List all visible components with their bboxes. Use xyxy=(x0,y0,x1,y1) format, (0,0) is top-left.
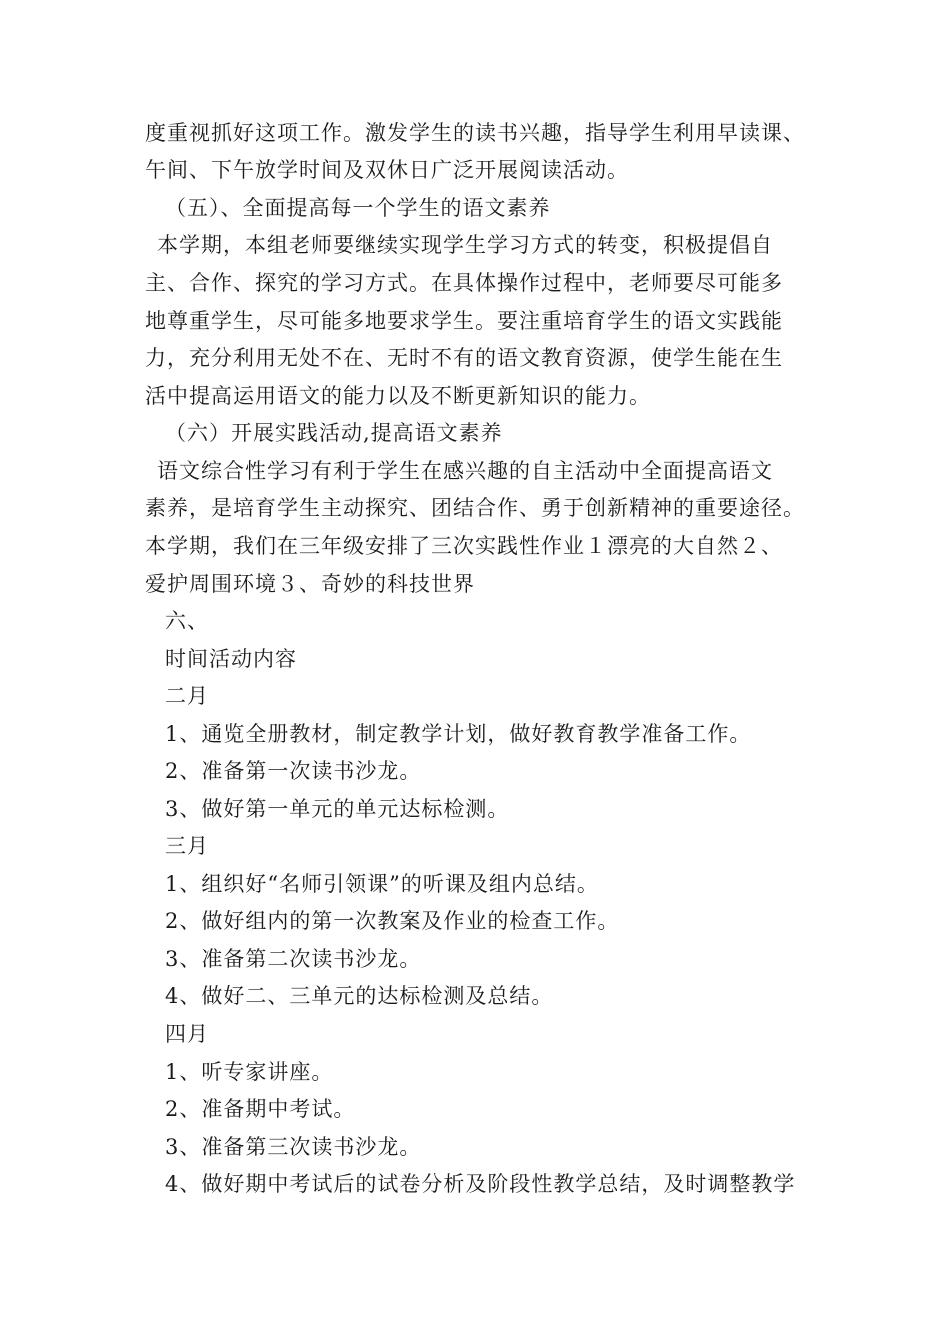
body-text-line: 主、合作、探究的学习方式。在具体操作过程中，老师要尽可能多 xyxy=(145,271,783,295)
month-label-march: 三月 xyxy=(165,834,209,858)
body-text-line: 爱护周围环境３、奇妙的科技世界 xyxy=(145,572,475,596)
body-text-line: 素养，是培育学生主动探究、团结合作、勇于创新精神的重要途径。 xyxy=(145,496,805,520)
list-item: 1、通览全册教材，制定教学计划，做好教育教学准备工作。 xyxy=(165,722,752,746)
body-text-line: 地尊重学生，尽可能多地要求学生。要注重培育学生的语文实践能 xyxy=(145,309,783,333)
list-item: 1、组织好“名师引领课”的听课及组内总结。 xyxy=(165,872,599,896)
section-heading-six: （六）开展实践活动,提高语文素养 xyxy=(165,421,503,445)
list-item: 2、做好组内的第一次教案及作业的检查工作。 xyxy=(165,909,620,933)
body-text-line: 本学期，我们在三年级安排了三次实践性作业１漂亮的大自然２、 xyxy=(145,534,783,558)
list-item: 2、准备第一次读书沙龙。 xyxy=(165,759,422,783)
list-item: 1、听专家讲座。 xyxy=(165,1060,334,1084)
body-text-line: 本学期，本组老师要继续实现学生学习方式的转变，积极提倡自 xyxy=(157,233,773,257)
list-item: 3、做好第一单元的单元达标检测。 xyxy=(165,797,510,821)
list-item: 3、准备第三次读书沙龙。 xyxy=(165,1135,422,1159)
body-text-line: 语文综合性学习有利于学生在感兴趣的自主活动中全面提高语文 xyxy=(157,459,773,483)
body-text-line: 度重视抓好这项工作。激发学生的读书兴趣，指导学生利用早读课、 xyxy=(145,121,805,145)
month-label-april: 四月 xyxy=(165,1022,209,1046)
list-item: 3、准备第二次读书沙龙。 xyxy=(165,947,422,971)
list-item: 2、准备期中考试。 xyxy=(165,1097,356,1121)
section-heading-schedule: 六、 xyxy=(165,609,209,633)
list-item: 4、做好期中考试后的试卷分析及阶段性教学总结，及时调整教学 xyxy=(165,1172,796,1196)
schedule-header: 时间活动内容 xyxy=(165,647,297,671)
month-label-february: 二月 xyxy=(165,684,209,708)
body-text-line: 午间、下午放学时间及双休日广泛开展阅读活动。 xyxy=(145,158,629,182)
list-item: 4、做好二、三单元的达标检测及总结。 xyxy=(165,984,554,1008)
body-text-line: 活中提高运用语文的能力以及不断更新知识的能力。 xyxy=(145,384,651,408)
section-heading-five: （五）、全面提高每一个学生的语文素养 xyxy=(165,196,551,220)
body-text-line: 力，充分利用无处不在、无时不有的语文教育资源，使学生能在生 xyxy=(145,346,783,370)
